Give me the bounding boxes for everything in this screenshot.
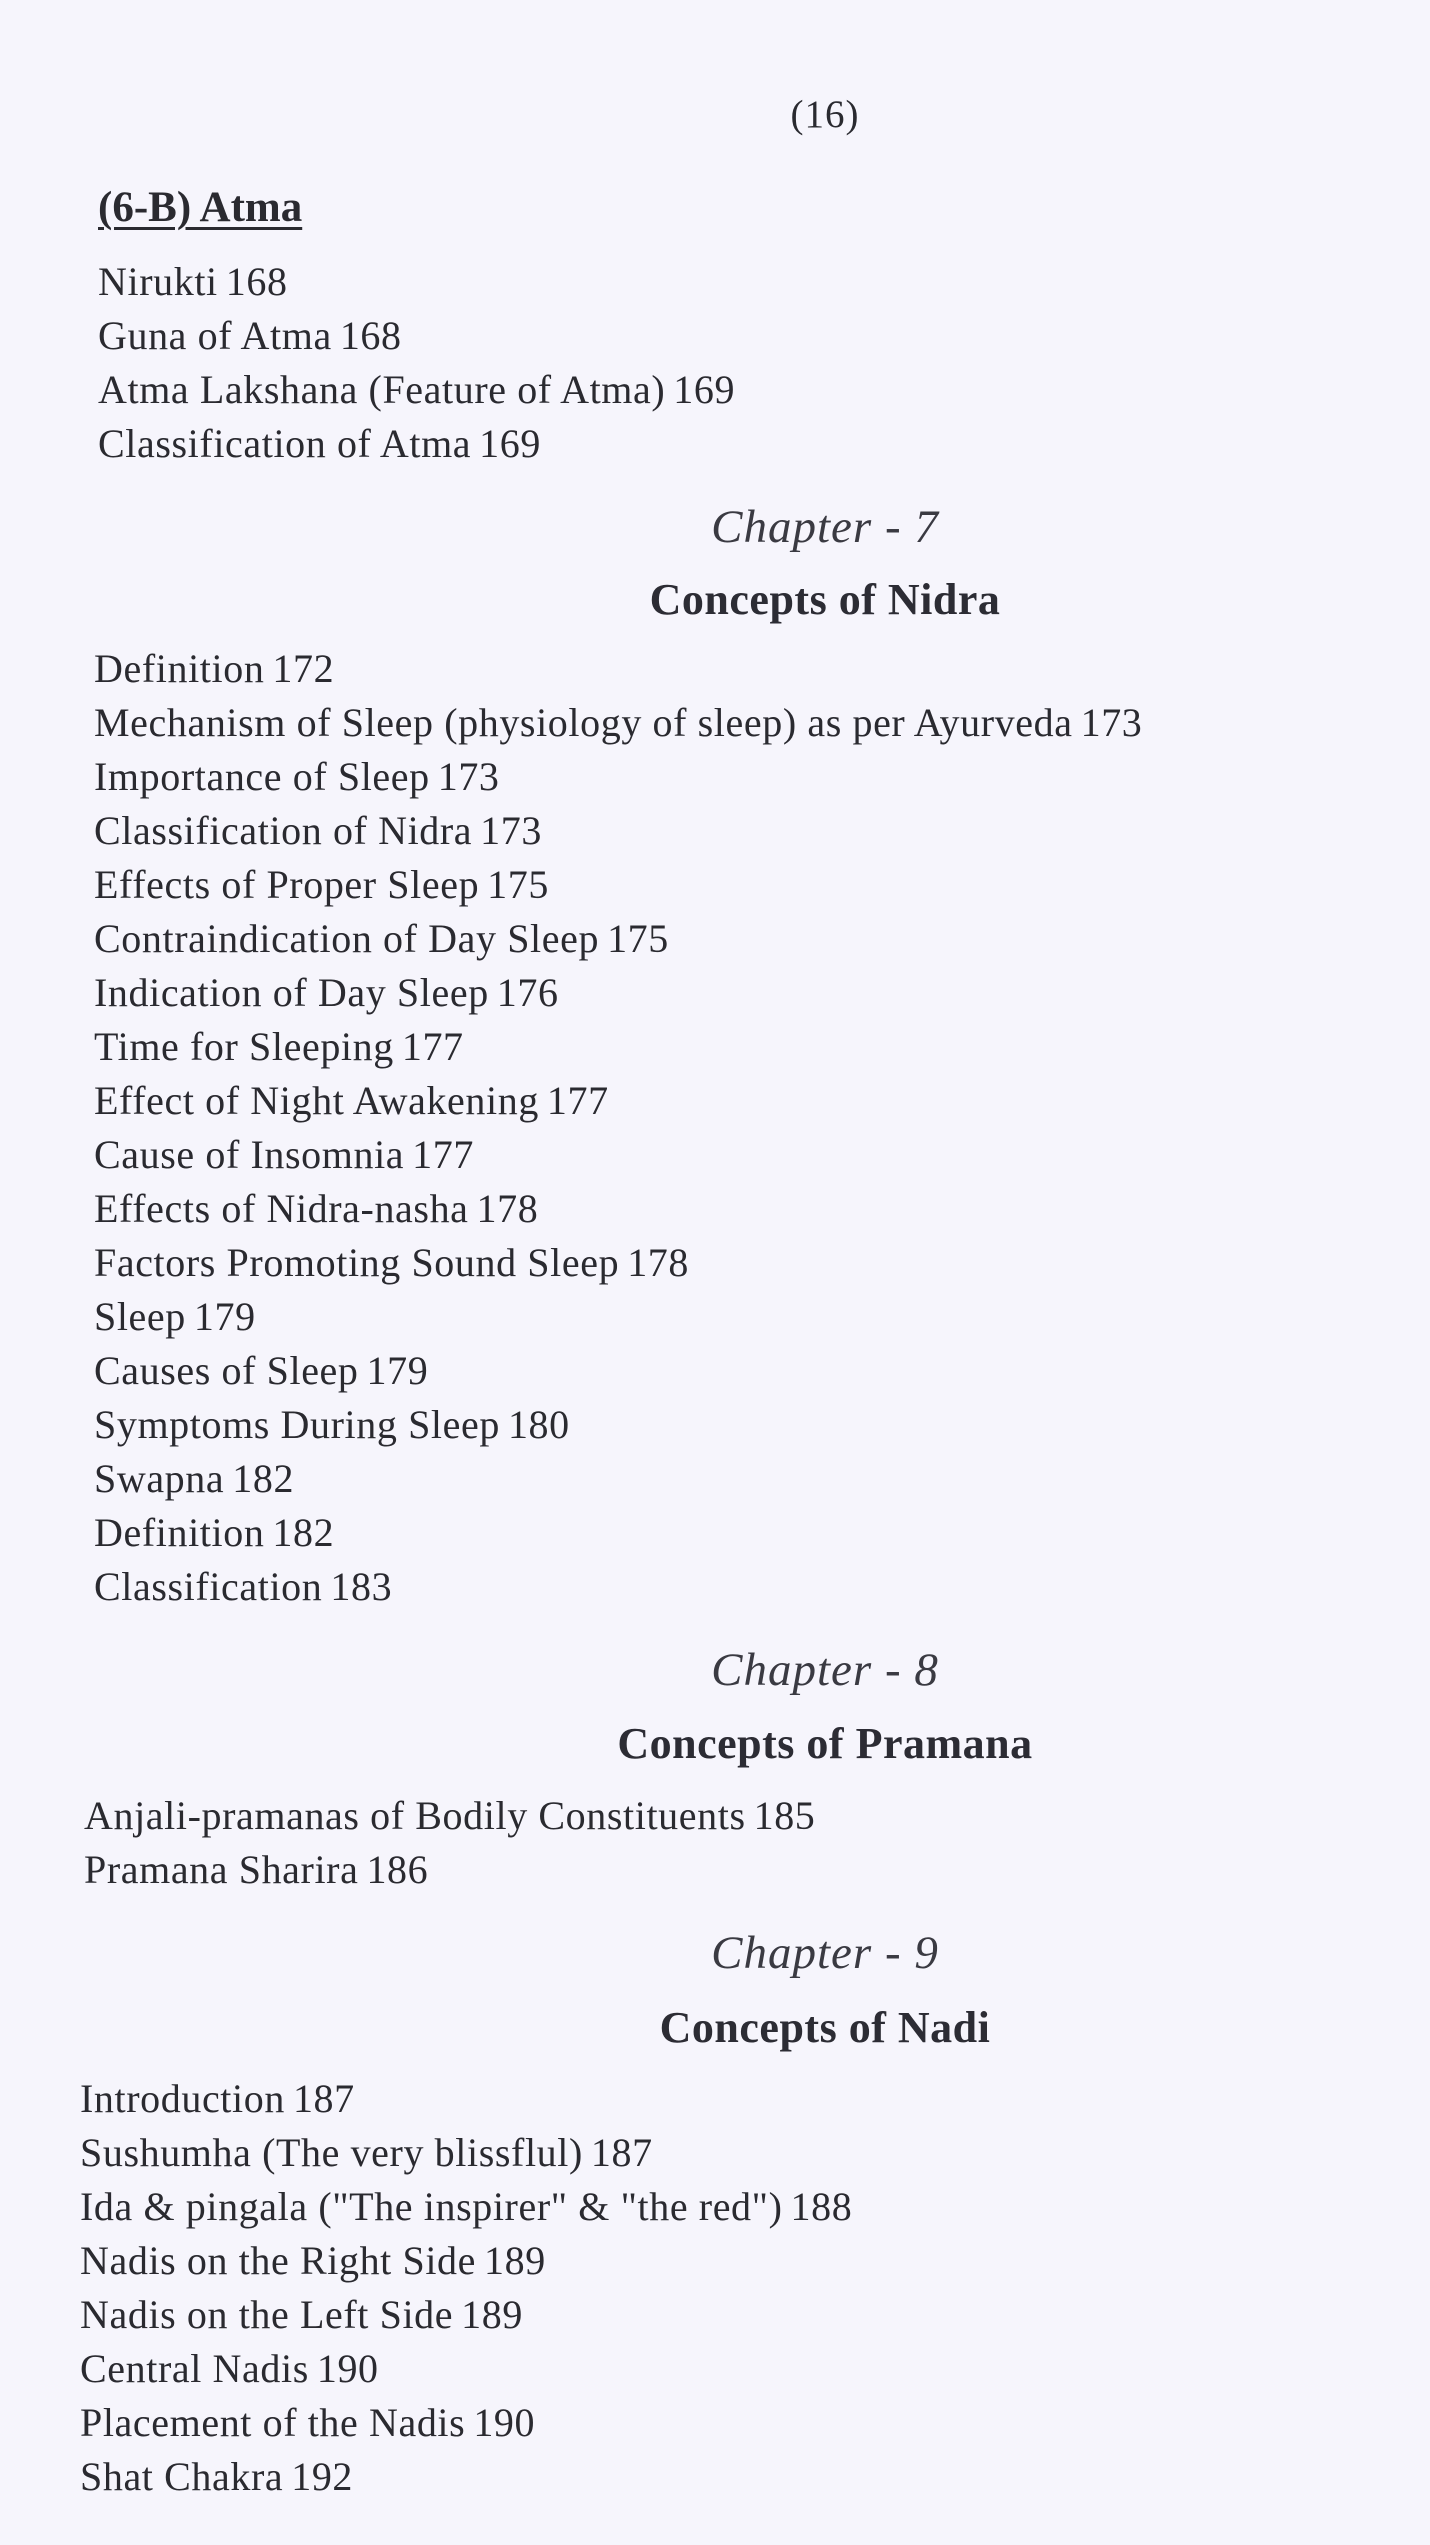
- entry-page-number: 168: [339, 313, 402, 358]
- chapter-7-title: Concepts of Nidra: [649, 575, 1001, 624]
- entry-title: Classification of Nidra: [94, 808, 473, 853]
- toc-entry: [94, 1290, 1142, 1344]
- toc-entry: [98, 417, 735, 471]
- entry-title: Definition: [94, 646, 265, 691]
- toc-entry: [80, 2180, 852, 2234]
- toc-entry: [94, 1074, 1142, 1128]
- entry-page-number: 178: [627, 1240, 689, 1285]
- toc-entry: [94, 1398, 1142, 1452]
- entry-page-number: 169: [479, 421, 541, 466]
- entry-page-number: 177: [401, 1024, 464, 1069]
- entry-page-number: 185: [753, 1793, 816, 1838]
- entry-page-number: 177: [546, 1078, 609, 1123]
- entry-page-number: 182: [232, 1456, 295, 1501]
- entry-title: Placement of the Nadis: [80, 2400, 466, 2445]
- toc-entry: [94, 1560, 1142, 1614]
- entry-title: Sushumha (The very blissflul): [80, 2130, 583, 2175]
- entry-page-number: 179: [193, 1294, 256, 1339]
- toc-entry: [94, 1506, 1142, 1560]
- toc-entry: [80, 2126, 852, 2180]
- entry-page-number: 179: [366, 1348, 429, 1393]
- entry-title: Contraindication of Day Sleep: [94, 916, 600, 961]
- chapter-8-entry-list: [84, 1789, 815, 1897]
- entry-page-number: 190: [316, 2346, 379, 2391]
- toc-entry: [94, 1236, 1142, 1290]
- entry-page-number: 180: [507, 1402, 570, 1447]
- toc-entry: [84, 1789, 815, 1843]
- entry-title: Shat Chakra: [80, 2454, 284, 2499]
- page-number: (16): [790, 93, 860, 136]
- entry-page-number: 168: [225, 259, 288, 304]
- entry-page-number: 192: [291, 2454, 354, 2499]
- entry-page-number: 169: [673, 367, 736, 412]
- entry-title: Nirukti: [98, 259, 218, 304]
- entry-page-number: 175: [487, 862, 549, 907]
- entry-title: Importance of Sleep: [94, 754, 430, 799]
- entry-title: Definition: [94, 1510, 265, 1555]
- toc-entry: [80, 2288, 852, 2342]
- toc-entry: [94, 750, 1142, 804]
- entry-title: Nadis on the Right Side: [80, 2238, 477, 2283]
- toc-entry: [94, 1128, 1142, 1182]
- toc-entry: [80, 2396, 852, 2450]
- entry-title: Mechanism of Sleep (physiology of sleep) as per Ayurveda: [94, 700, 1073, 745]
- entry-page-number: 187: [292, 2076, 355, 2121]
- toc-entry: [94, 1020, 1142, 1074]
- toc-entry: [80, 2342, 852, 2396]
- entry-page-number: 186: [366, 1847, 429, 1892]
- entry-title: Atma Lakshana (Feature of Atma): [98, 367, 666, 412]
- entry-title: Ida & pingala ("The inspirer" & "the red"): [80, 2184, 783, 2229]
- entry-title: Symptoms During Sleep: [94, 1402, 500, 1447]
- entry-page-number: 183: [330, 1564, 393, 1609]
- entry-title: Time for Sleeping: [94, 1024, 394, 1069]
- entry-page-number: 176: [496, 970, 559, 1015]
- chapter-7-label: Chapter - 7: [711, 501, 939, 553]
- entry-page-number: 189: [484, 2238, 546, 2283]
- entry-page-number: 173: [437, 754, 500, 799]
- entry-title: Cause of Insomnia: [94, 1132, 405, 1177]
- toc-entry: [94, 642, 1142, 696]
- entry-title: Guna of Atma: [98, 313, 332, 358]
- entry-title: Effect of Night Awakening: [94, 1078, 539, 1123]
- entry-title: Introduction: [80, 2076, 285, 2121]
- toc-entry: [94, 804, 1142, 858]
- entry-page-number: 188: [790, 2184, 853, 2229]
- chapter-8-label: Chapter - 8: [711, 1644, 939, 1696]
- entry-title: Swapna: [94, 1456, 225, 1501]
- toc-entry: [94, 1344, 1142, 1398]
- entry-page-number: 172: [272, 646, 335, 691]
- entry-title: Causes of Sleep: [94, 1348, 359, 1393]
- toc-entry: [84, 1843, 815, 1897]
- chapter-9-title: Concepts of Nadi: [659, 2003, 991, 2052]
- chapter-7-entry-list: [94, 642, 1142, 1614]
- atma-entry-list: [98, 255, 735, 471]
- section-heading-atma: (6-B) Atma: [98, 184, 303, 231]
- toc-entry: [80, 2450, 852, 2504]
- entry-title: Pramana Sharira: [84, 1847, 359, 1892]
- entry-title: Anjali-pramanas of Bodily Constituents: [84, 1793, 746, 1838]
- chapter-9-entry-list: [80, 2072, 852, 2504]
- entry-title: Effects of Proper Sleep: [94, 862, 480, 907]
- entry-title: Classification of Atma: [98, 421, 472, 466]
- entry-title: Classification: [94, 1564, 323, 1609]
- toc-entry: [80, 2072, 852, 2126]
- toc-entry: [94, 1452, 1142, 1506]
- toc-entry: [80, 2234, 852, 2288]
- toc-entry: [94, 966, 1142, 1020]
- chapter-9-label: Chapter - 9: [711, 1927, 939, 1979]
- entry-page-number: 177: [412, 1132, 474, 1177]
- entry-page-number: 178: [476, 1186, 539, 1231]
- entry-title: Factors Promoting Sound Sleep: [94, 1240, 620, 1285]
- toc-entry: [98, 309, 735, 363]
- entry-page-number: 173: [480, 808, 542, 853]
- entry-title: Nadis on the Left Side: [80, 2292, 454, 2337]
- toc-entry: [94, 912, 1142, 966]
- toc-entry: [98, 255, 735, 309]
- entry-page-number: 182: [272, 1510, 335, 1555]
- entry-title: Effects of Nidra-nasha: [94, 1186, 469, 1231]
- toc-entry: [94, 858, 1142, 912]
- entry-title: Central Nadis: [80, 2346, 309, 2391]
- toc-entry: [98, 363, 735, 417]
- entry-page-number: 189: [461, 2292, 523, 2337]
- entry-page-number: 173: [1080, 700, 1143, 745]
- entry-title: Indication of Day Sleep: [94, 970, 489, 1015]
- toc-entry: [94, 1182, 1142, 1236]
- entry-page-number: 187: [590, 2130, 653, 2175]
- chapter-8-title: Concepts of Pramana: [617, 1719, 1033, 1768]
- entry-page-number: 175: [607, 916, 669, 961]
- entry-title: Sleep: [94, 1294, 186, 1339]
- entry-page-number: 190: [473, 2400, 536, 2445]
- toc-entry: [94, 696, 1142, 750]
